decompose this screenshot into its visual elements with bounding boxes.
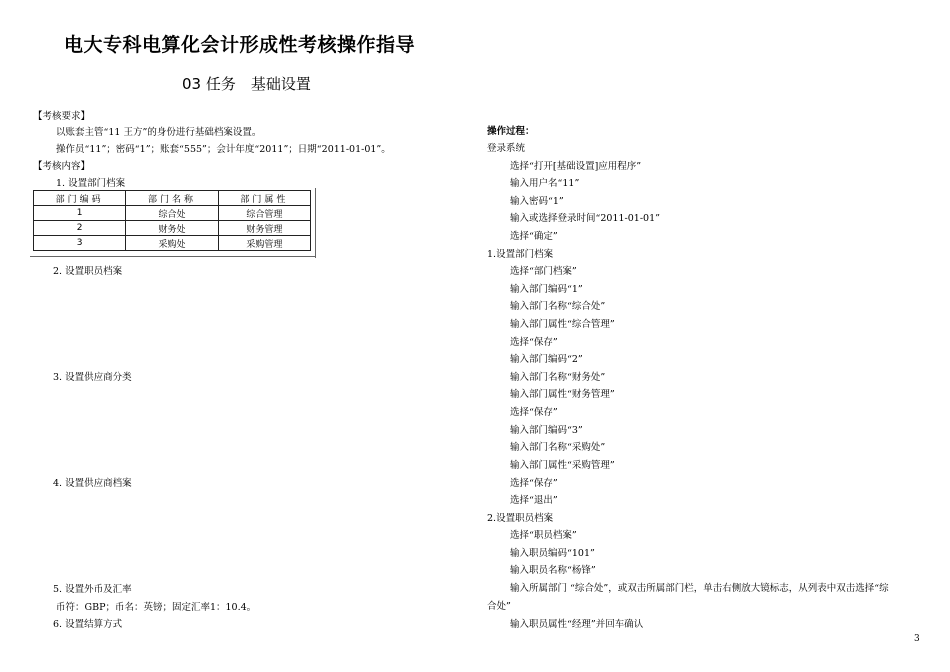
table-cell: 财务处 xyxy=(126,221,218,236)
content-item-6: 6. 设置结算方式 xyxy=(53,619,123,630)
requirements-line-1: 以账套主管“11 王方”的身份进行基础档案设置。 xyxy=(56,127,262,138)
procedure-line: 输入部门编码“3” xyxy=(510,425,583,436)
procedure-line: 输入职员名称“杨锋” xyxy=(510,565,596,576)
procedure-line-continuation: 合处” xyxy=(487,601,511,612)
table-cell: 采购管理 xyxy=(218,236,310,251)
column-header: 部门编码 xyxy=(34,191,126,206)
procedure-line: 输入用户名“11” xyxy=(510,178,580,189)
procedure-line: 选择“部门档案” xyxy=(510,266,577,277)
table-cell: 采购处 xyxy=(126,236,218,251)
content-item-4: 4. 设置供应商档案 xyxy=(53,478,132,489)
table-cell: 综合管理 xyxy=(218,206,310,221)
procedure-line: 输入职员属性“经理”并回车确认 xyxy=(510,619,644,630)
procedure-line: 输入密码“1” xyxy=(510,196,564,207)
task-subtitle: 03 任务 基础设置 xyxy=(182,75,311,93)
content-item-3: 3. 设置供应商分类 xyxy=(53,372,132,383)
procedure-line: 选择“保存” xyxy=(510,478,558,489)
procedure-line: 选择“保存” xyxy=(510,337,558,348)
table-cell: 财务管理 xyxy=(218,221,310,236)
procedure-line: 选择“确定” xyxy=(510,231,558,242)
table-row xyxy=(34,206,311,221)
procedure-line: 选择“职员档案” xyxy=(510,530,577,541)
procedure-line: 输入部门名称“财务处” xyxy=(510,372,606,383)
procedure-section: 1.设置部门档案 xyxy=(487,249,554,260)
requirements-heading: 【考核要求】 xyxy=(33,111,91,122)
page-number: 3 xyxy=(914,634,920,644)
content-item-5-detail: 币符：GBP；币名：英镑；固定汇率1：10.4。 xyxy=(56,602,257,613)
procedure-line: 登录系统 xyxy=(487,143,526,154)
content-item-5: 5. 设置外币及汇率 xyxy=(53,584,132,595)
column-header: 部门属性 xyxy=(218,191,310,206)
procedure-line: 输入所属部门 “综合处”，或双击所属部门栏，单击右侧放大镜标志，从列表中双击选择“综 xyxy=(510,583,889,594)
procedure-line: 输入部门编码“2” xyxy=(510,354,583,365)
procedure-heading: 操作过程： xyxy=(487,126,535,137)
procedure-line: 输入部门名称“综合处” xyxy=(510,301,606,312)
table-cell: 3 xyxy=(34,236,126,251)
table-row xyxy=(34,236,311,251)
table-header-row xyxy=(34,191,311,206)
content-item-2: 2. 设置职员档案 xyxy=(53,266,123,277)
content-heading: 【考核内容】 xyxy=(33,161,91,172)
table-frame-bottom xyxy=(30,256,316,257)
procedure-line: 选择“退出” xyxy=(510,495,558,506)
procedure-line: 输入部门名称“采购处” xyxy=(510,442,606,453)
column-header: 部门名称 xyxy=(126,191,218,206)
table-row xyxy=(34,221,311,236)
procedure-line: 选择“打开[基础设置]应用程序” xyxy=(510,161,642,172)
procedure-line: 输入部门属性“财务管理” xyxy=(510,389,615,400)
document-title: 电大专科电算化会计形成性考核操作指导 xyxy=(64,34,416,56)
table-cell: 综合处 xyxy=(126,206,218,221)
requirements-line-2: 操作员“11”；密码“1”；账套“555”；会计年度“2011”；日期“2011-01-01”。 xyxy=(56,144,391,155)
table-cell: 2 xyxy=(34,221,126,236)
procedure-line: 输入或选择登录时间“2011-01-01” xyxy=(510,213,660,224)
procedure-section: 2.设置职员档案 xyxy=(487,513,554,524)
table-frame-side xyxy=(315,188,316,258)
table-cell: 1 xyxy=(34,206,126,221)
procedure-line: 输入职员编码“101” xyxy=(510,548,595,559)
content-item-1: 1. 设置部门档案 xyxy=(56,178,126,189)
department-table xyxy=(33,190,311,251)
procedure-line: 输入部门属性“采购管理” xyxy=(510,460,615,471)
procedure-line: 输入部门属性“综合管理” xyxy=(510,319,615,330)
procedure-line: 选择“保存” xyxy=(510,407,558,418)
procedure-line: 输入部门编码“1” xyxy=(510,284,583,295)
